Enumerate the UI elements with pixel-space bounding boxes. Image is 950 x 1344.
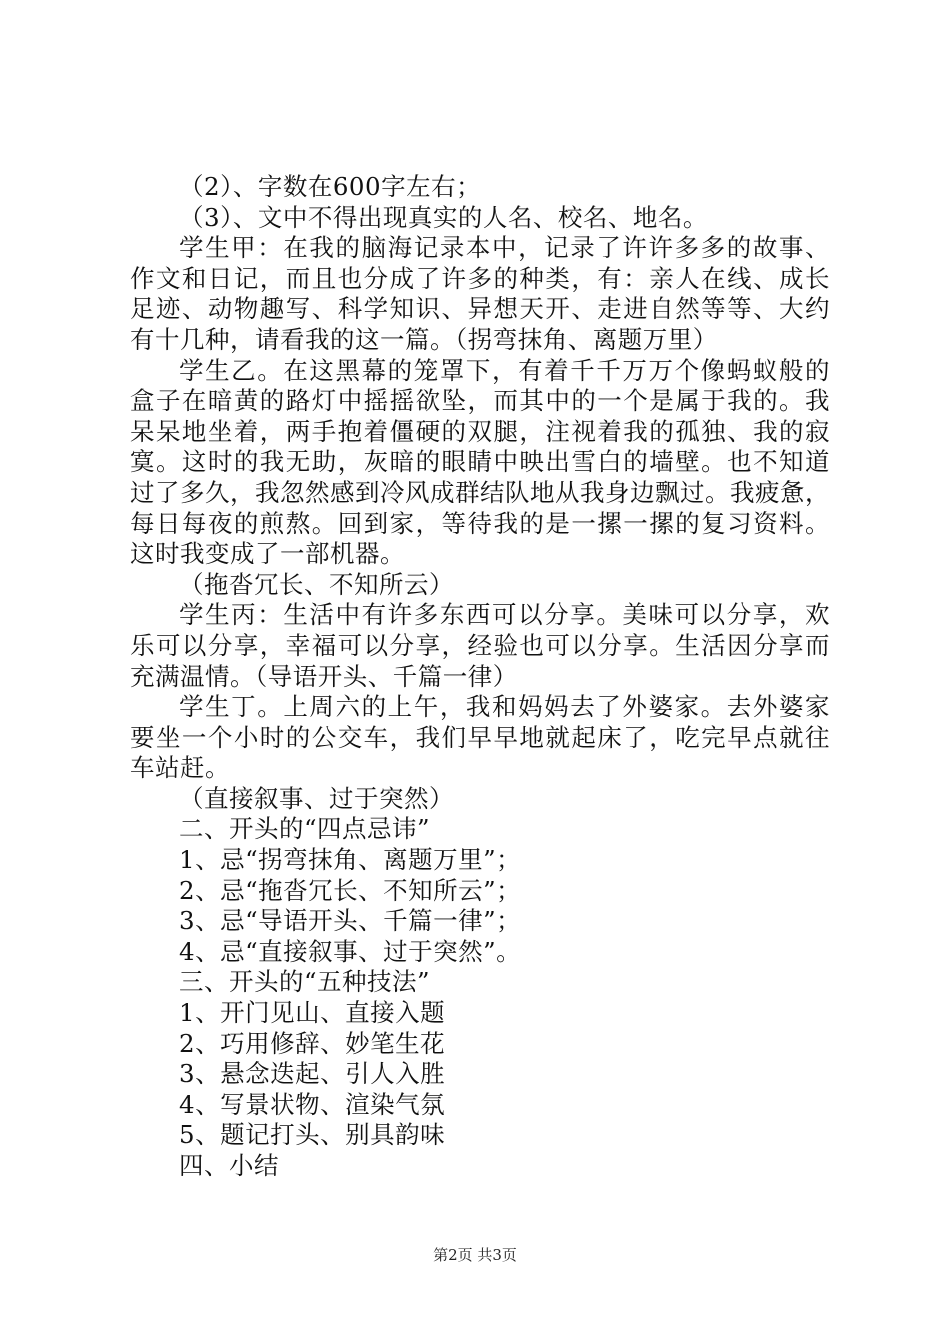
text-line: 要坐一个小时的公交车，我们早早地就起床了，吃完早点就往 — [130, 722, 830, 752]
text-line: 4、忌“直接叙事、过于突然”。 — [179, 936, 522, 966]
text-line: 作文和日记，而且也分成了许多的种类，有：亲人在线、成长 — [130, 263, 830, 293]
text-line: （直接叙事、过于突然） — [179, 783, 454, 813]
text-line: 过了多久，我忽然感到冷风成群结队地从我身边飘过。我疲惫， — [130, 477, 830, 507]
text-line: 2、忌“拖沓冗长、不知所云”； — [179, 875, 522, 905]
text-line: 四、小结 — [179, 1151, 279, 1180]
text-line: 三、开头的“五种技法” — [179, 967, 431, 997]
text-line: （拖沓冗长、不知所云） — [179, 569, 454, 599]
text-line: （2）、字数在600字左右； — [179, 172, 482, 201]
text-line: 学生丁。上周六的上午，我和妈妈去了外婆家。去外婆家 — [179, 692, 830, 722]
text-line: 二、开头的“四点忌讳” — [179, 814, 431, 844]
text-line: 乐可以分享，幸福可以分享，经验也可以分享。生活因分享而 — [130, 630, 830, 660]
text-line: 充满温情。（导语开头、千篇一律） — [130, 661, 518, 691]
text-line: 盒子在暗黄的路灯中摇摇欲坠，而其中的一个是属于我的。我 — [130, 386, 830, 416]
document-body — [130, 172, 830, 1182]
text-line: 2、巧用修辞、妙笔生花 — [179, 1028, 446, 1058]
text-line: 4、写景状物、渲染气氛 — [179, 1089, 446, 1119]
text-line: 呆呆地坐着，两手抱着僵硬的双腿，注视着我的孤独、我的寂 — [130, 416, 830, 446]
text-line: 学生丙：生活中有许多东西可以分享。美味可以分享，欢 — [179, 600, 830, 630]
text-line: 1、开门见山、直接入题 — [179, 998, 446, 1028]
text-line: （3）、文中不得出现真实的人名、校名、地名。 — [179, 202, 708, 232]
page-footer — [0, 1244, 950, 1265]
text-line: 1、忌“拐弯抹角、离题万里”； — [179, 845, 522, 875]
text-line: 这时我变成了一部机器。 — [130, 539, 405, 569]
page-number-label: 第2页 共3页 — [433, 1246, 517, 1264]
text-line: 5、题记打头、别具韵味 — [179, 1120, 446, 1150]
text-line: 有十几种，请看我的这一篇。（拐弯抹角、离题万里） — [130, 324, 718, 354]
text-line: 3、悬念迭起、引人入胜 — [179, 1059, 446, 1089]
text-line: 足迹、动物趣写、科学知识、异想天开、走进自然等等、大约 — [130, 294, 830, 324]
text-line: 3、忌“导语开头、千篇一律”； — [179, 906, 522, 936]
text-line: 学生甲：在我的脑海记录本中，记录了许许多多的故事、 — [179, 233, 830, 263]
text-line: 寞。这时的我无助，灰暗的眼睛中映出雪白的墙壁。也不知道 — [130, 447, 830, 477]
text-line: 学生乙。在这黑幕的笼罩下，有着千千万万个像蚂蚁般的 — [179, 355, 830, 385]
text-line: 每日每夜的煎熬。回到家，等待我的是一摞一摞的复习资料。 — [130, 508, 830, 538]
text-line: 车站赶。 — [130, 753, 230, 783]
